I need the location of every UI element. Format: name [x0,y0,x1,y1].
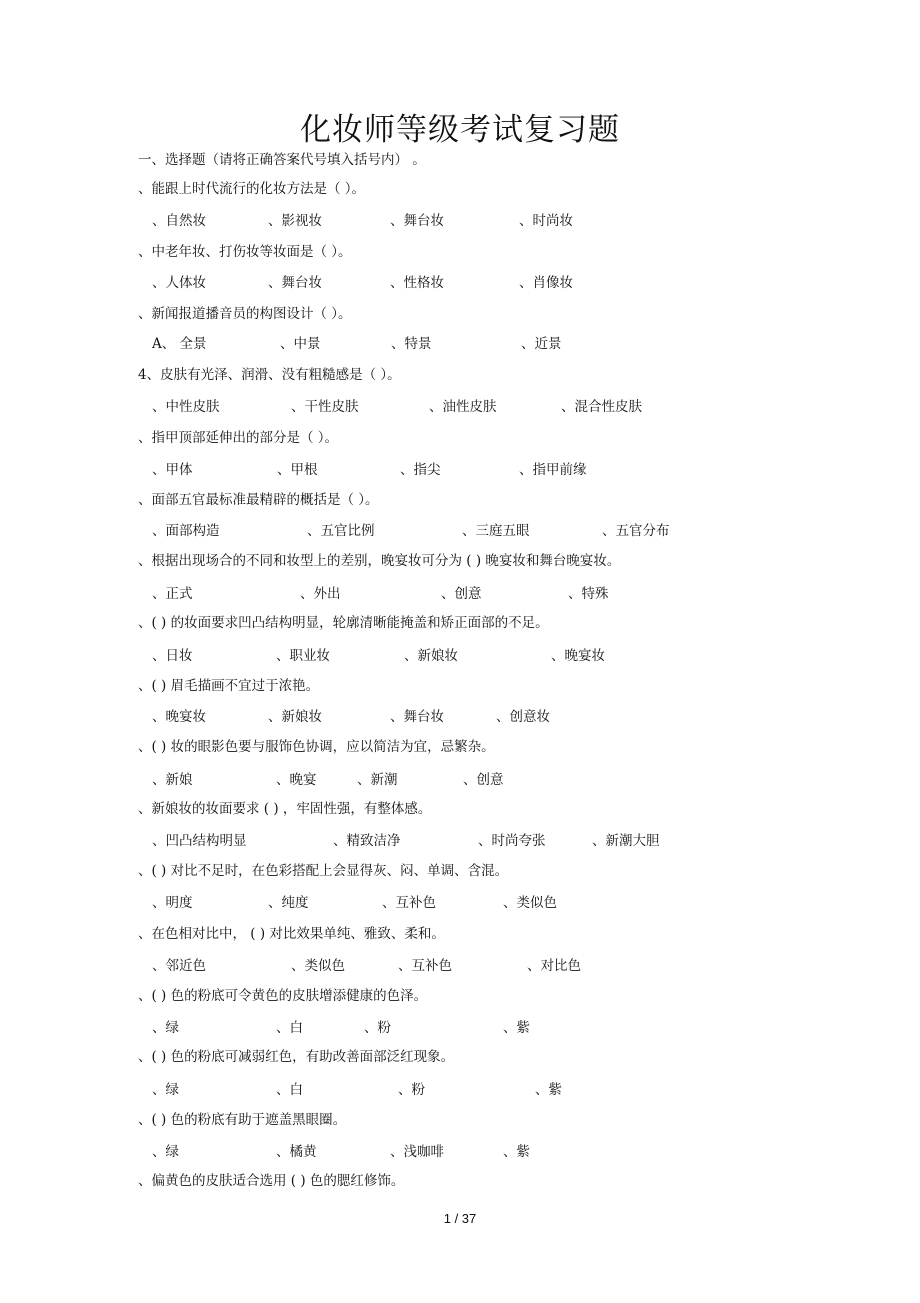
option-a: 、正式 [152,586,193,602]
option-a: 、中性皮肤 [152,399,220,415]
option-a: 、邻近色 [152,958,206,974]
option-b: 、橘黄 [276,1144,317,1160]
option-c: 、油性皮肤 [429,399,497,415]
option-a: 、绿 [152,1020,179,1036]
option-b: 、精致洁净 [333,833,401,849]
question-text: 、( ) 妆的眼影色要与服饰色协调，应以简洁为宜，忌繁杂。 [138,739,495,755]
option-a: A、 全景 [152,336,207,352]
option-a: 、绿 [152,1144,179,1160]
question-text: 、新闻报道播音员的构图设计（ ）。 [138,306,352,322]
option-c: 、时尚夸张 [478,833,546,849]
option-b: 、白 [276,1082,303,1098]
option-d: 、肖像妆 [519,275,573,291]
option-b: 、舞台妆 [268,275,322,291]
page-indicator: 1 / 37 [443,1211,477,1226]
option-b: 、影视妆 [268,213,322,229]
option-b: 、甲根 [277,462,318,478]
option-b: 、类似色 [291,958,345,974]
option-a: 、绿 [152,1082,179,1098]
option-d: 、对比色 [527,958,581,974]
question-text: 、新娘妆的妆面要求 ( ) ，牢固性强，有整体感。 [138,801,432,817]
question-text: 4、皮肤有光泽、润滑、没有粗糙感是（ ）。 [138,367,401,383]
option-c: 、三庭五眼 [462,523,530,539]
option-a: 、明度 [152,895,193,911]
option-c: 、特景 [391,336,432,352]
option-c: 、舞台妆 [390,213,444,229]
option-a: 、凹凸结构明显 [152,833,247,849]
option-c: 、粉 [398,1082,425,1098]
option-a: 、新娘 [152,772,193,788]
option-d: 、紫 [503,1020,530,1036]
question-text: 、中老年妆、打伤妆等妆面是（ ）。 [138,244,352,260]
option-d: 、混合性皮肤 [561,399,642,415]
question-text: 、偏黄色的皮肤适合选用 ( ) 色的腮红修饰。 [138,1173,405,1189]
option-a: 、人体妆 [152,275,206,291]
option-b: 、纯度 [268,895,309,911]
question-text: 、( ) 色的粉底有助于遮盖黑眼圈。 [138,1112,347,1128]
option-b: 、白 [276,1020,303,1036]
option-c: 、粉 [364,1020,391,1036]
question-text: 、在色相对比中， ( ) 对比效果单纯、雅致、柔和。 [138,926,445,942]
question-text: 、( ) 对比不足时，在色彩搭配上会显得灰、闷、单调、含混。 [138,863,509,879]
option-a: 、面部构造 [152,523,220,539]
option-c: 、浅咖啡 [390,1144,444,1160]
option-b: 、五官比例 [307,523,375,539]
option-b: 、干性皮肤 [291,399,359,415]
option-a: 、日妆 [152,648,193,664]
option-d: 、类似色 [503,895,557,911]
option-d: 、特殊 [568,586,609,602]
option-d: 、晚宴妆 [551,648,605,664]
option-b: 、外出 [300,586,341,602]
question-text: 、指甲顶部延伸出的部分是（ ）。 [138,430,339,446]
option-c: 、互补色 [382,895,436,911]
option-d: 、近景 [521,336,562,352]
question-text: 、能跟上时代流行的化妆方法是（ ）。 [138,181,366,197]
document-title: 化妆师等级考试复习题 [300,112,620,148]
option-c: 、新潮 [357,772,398,788]
option-d: 、紫 [503,1144,530,1160]
option-a: 、晚宴妆 [152,709,206,725]
option-c: 、性格妆 [390,275,444,291]
option-b: 、职业妆 [276,648,330,664]
option-b: 、新娘妆 [268,709,322,725]
option-b: 、晚宴 [276,772,317,788]
question-text: 、( ) 眉毛描画不宜过于浓艳。 [138,678,320,694]
option-d: 、指甲前缘 [519,462,587,478]
question-text: 、面部五官最标准最精辟的概括是（ ）。 [138,492,379,508]
question-text: 、根据出现场合的不同和妆型上的差别，晚宴妆可分为 ( ) 晚宴妆和舞台晚宴妆。 [138,553,621,569]
option-c: 、创意 [441,586,482,602]
option-c: 、互补色 [398,958,452,974]
question-text: 、( ) 色的粉底可令黄色的皮肤增添健康的色泽。 [138,988,428,1004]
question-text: 、( ) 色的粉底可减弱红色，有助改善面部泛红现象。 [138,1049,455,1065]
option-c: 、舞台妆 [390,709,444,725]
option-a: 、自然妆 [152,213,206,229]
option-b: 、中景 [280,336,321,352]
option-a: 、甲体 [152,462,193,478]
question-text: 、( ) 的妆面要求凹凸结构明显，轮廓清晰能掩盖和矫正面部的不足。 [138,615,549,631]
option-d: 、紫 [535,1082,562,1098]
option-d: 、创意 [463,772,504,788]
section-heading: 一、选择题（请将正确答案代号填入括号内） 。 [138,152,426,168]
option-c: 、新娘妆 [404,648,458,664]
option-d: 、时尚妆 [519,213,573,229]
option-d: 、创意妆 [496,709,550,725]
option-d: 、五官分布 [602,523,670,539]
option-d: 、新潮大胆 [592,833,660,849]
option-c: 、指尖 [400,462,441,478]
